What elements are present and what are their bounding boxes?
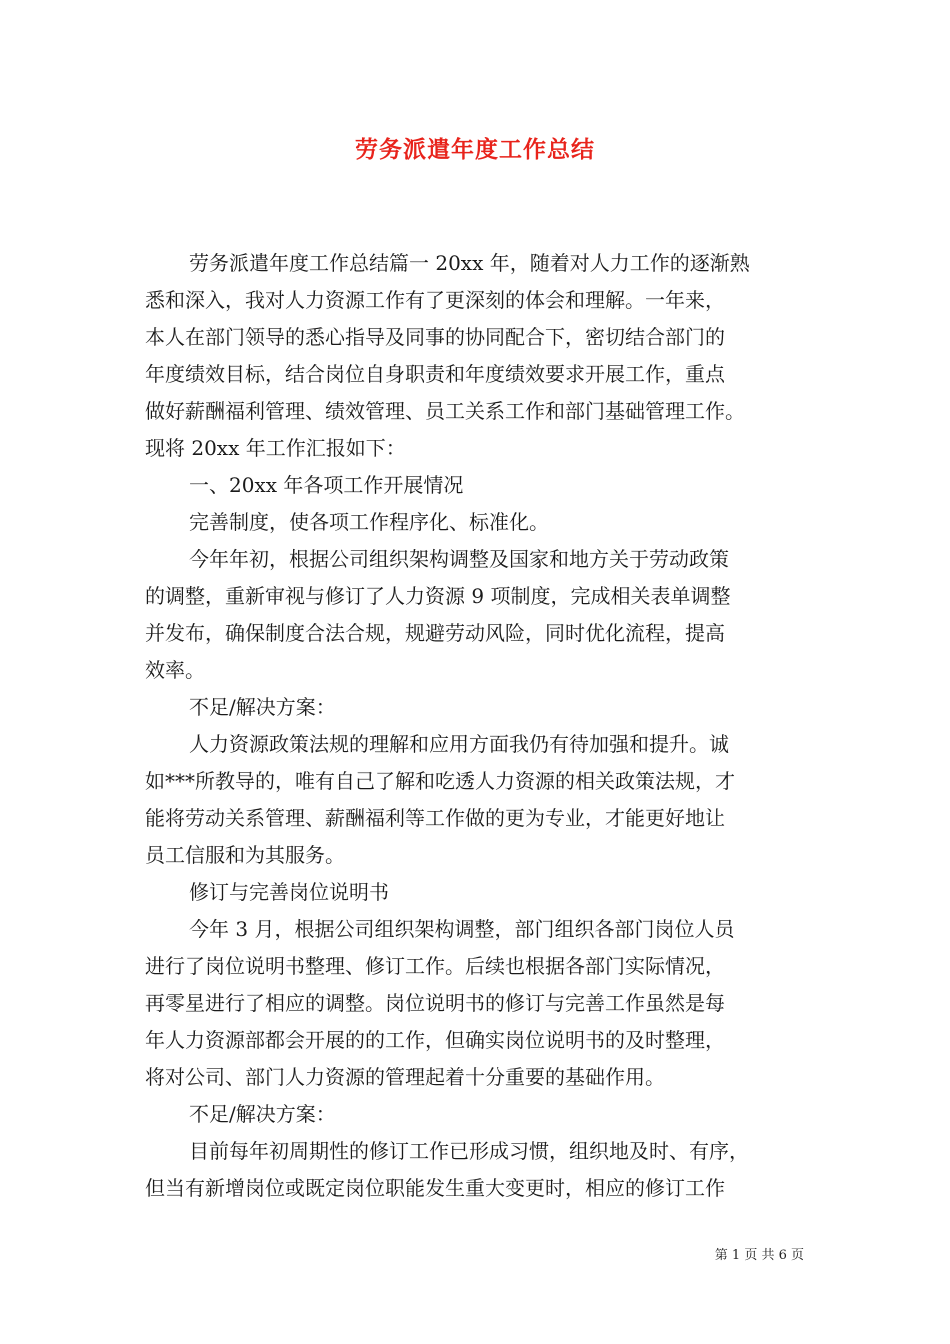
body-line: 进行了岗位说明书整理、修订工作。后续也根据各部门实际情况， [145, 954, 725, 978]
body-line: 做好薪酬福利管理、绩效管理、员工关系工作和部门基础管理工作。 [145, 399, 745, 423]
body-line: 人力资源政策法规的理解和应用方面我仍有待加强和提升。诚 [189, 732, 729, 756]
body-line: 年人力资源部都会开展的的工作，但确实岗位说明书的及时整理， [145, 1028, 725, 1052]
body-line: 今年年初，根据公司组织架构调整及国家和地方关于劳动政策 [189, 547, 729, 571]
body-line: 员工信服和为其服务。 [145, 843, 345, 867]
body-line: 修订与完善岗位说明书 [189, 880, 389, 904]
body-line: 一、20xx 年各项工作开展情况 [189, 473, 464, 497]
body-line: 将对公司、部门人力资源的管理起着十分重要的基础作用。 [145, 1065, 665, 1089]
body-line: 本人在部门领导的悉心指导及同事的协同配合下，密切结合部门的 [145, 325, 725, 349]
page-number: 第 1 页 共 6 页 [714, 1248, 804, 1263]
body-line: 的调整，重新审视与修订了人力资源 9 项制度，完成相关表单调整 [145, 584, 731, 608]
body-line: 如***所教导的，唯有自己了解和吃透人力资源的相关政策法规，才 [145, 769, 735, 793]
body-line: 但当有新增岗位或既定岗位职能发生重大变更时，相应的修订工作 [145, 1176, 725, 1200]
body-line: 不足/解决方案： [189, 695, 336, 719]
document-body [145, 245, 810, 1207]
body-line: 劳务派遣年度工作总结篇一 20xx 年，随着对人力工作的逐渐熟 [189, 251, 750, 275]
body-line: 年度绩效目标，结合岗位自身职责和年度绩效要求开展工作，重点 [145, 362, 725, 386]
body-line: 现将 20xx 年工作汇报如下： [145, 436, 406, 460]
body-line: 不足/解决方案： [189, 1102, 336, 1126]
body-line: 并发布，确保制度合法合规，规避劳动风险，同时优化流程，提高 [145, 621, 725, 645]
body-line: 效率。 [145, 658, 205, 682]
body-line: 悉和深入，我对人力资源工作有了更深刻的体会和理解。一年来， [145, 288, 725, 312]
body-line: 完善制度，使各项工作程序化、标准化。 [189, 510, 549, 534]
body-line: 再零星进行了相应的调整。岗位说明书的修订与完善工作虽然是每 [145, 991, 725, 1015]
document-title: 劳务派遣年度工作总结 [355, 136, 595, 163]
body-line: 目前每年初周期性的修订工作已形成习惯，组织地及时、有序， [189, 1139, 749, 1163]
body-line: 能将劳动关系管理、薪酬福利等工作做的更为专业，才能更好地让 [145, 806, 725, 830]
body-line: 今年 3 月，根据公司组织架构调整，部门组织各部门岗位人员 [189, 917, 735, 941]
